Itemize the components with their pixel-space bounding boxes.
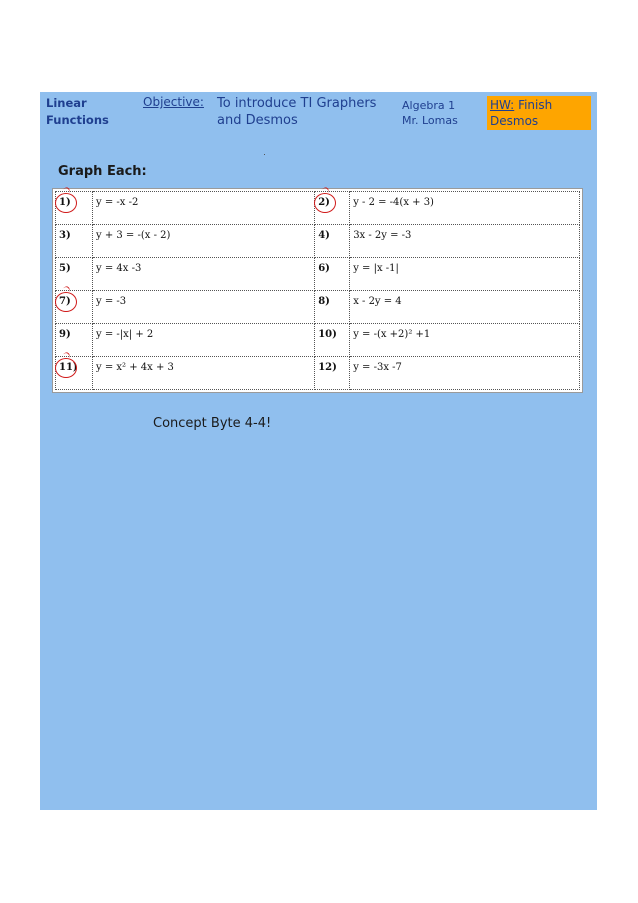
problem-equation bbox=[93, 225, 315, 258]
problem-equation bbox=[350, 357, 580, 390]
problem-number-text: 11) bbox=[59, 362, 78, 373]
problem-equation-text: y = -(x +2)² +1 bbox=[353, 329, 431, 340]
homework-text-2: Desmos bbox=[490, 114, 539, 128]
problem-equation bbox=[350, 258, 580, 291]
problem-equation bbox=[93, 357, 315, 390]
problem-equation-text: y - 2 = -4(x + 3) bbox=[353, 197, 434, 208]
problem-number-text: 6) bbox=[318, 263, 330, 274]
problem-number-text: 12) bbox=[318, 362, 337, 373]
problem-equation bbox=[350, 324, 580, 357]
problem-equation bbox=[93, 192, 315, 225]
topic-line-1: Linear bbox=[46, 96, 87, 110]
problem-number bbox=[315, 357, 350, 390]
red-circle-mark-icon bbox=[55, 358, 77, 378]
problem-equation bbox=[93, 258, 315, 291]
homework-box bbox=[487, 96, 591, 130]
teacher-name: Mr. Lomas bbox=[402, 114, 458, 127]
problem-number bbox=[315, 291, 350, 324]
problem-number-text: 4) bbox=[318, 230, 330, 241]
topic-title bbox=[46, 95, 109, 129]
problem-equation bbox=[93, 324, 315, 357]
topic-line-2: Functions bbox=[46, 113, 109, 127]
problem-number bbox=[56, 258, 93, 291]
problem-row bbox=[56, 192, 580, 225]
course-name: Algebra 1 bbox=[402, 99, 456, 112]
problem-number bbox=[315, 258, 350, 291]
homework-text-1: Finish bbox=[518, 98, 553, 112]
problem-number bbox=[315, 225, 350, 258]
concept-byte-note: Concept Byte 4-4! bbox=[153, 416, 272, 431]
problem-number-text: 1) bbox=[59, 197, 71, 208]
problem-equation-text: y = -3 bbox=[96, 296, 127, 307]
problem-equation-text: y + 3 = -(x - 2) bbox=[96, 230, 171, 241]
problem-number-text: 7) bbox=[59, 296, 71, 307]
problem-row bbox=[56, 258, 580, 291]
problem-equation-text: x - 2y = 4 bbox=[353, 296, 402, 307]
objective-line-2: and Desmos bbox=[217, 113, 298, 128]
problem-equation-text: y = 4x -3 bbox=[96, 263, 142, 274]
problem-number bbox=[56, 291, 93, 324]
problem-equation bbox=[93, 291, 315, 324]
problem-equation-text: y = -3x -7 bbox=[353, 362, 402, 373]
problem-equation-text: 3x - 2y = -3 bbox=[353, 230, 412, 241]
problem-row bbox=[56, 225, 580, 258]
problem-equation-text: y = x² + 4x + 3 bbox=[96, 362, 174, 373]
course-info bbox=[402, 98, 458, 128]
problem-equation-text: y = |x -1| bbox=[353, 263, 399, 274]
red-circle-mark-icon bbox=[55, 193, 77, 213]
problem-number bbox=[56, 192, 93, 225]
problem-number bbox=[315, 324, 350, 357]
problem-number-text: 2) bbox=[318, 197, 330, 208]
problem-equation-text: y = -x -2 bbox=[96, 197, 139, 208]
objective-text bbox=[217, 95, 387, 129]
problem-number bbox=[315, 192, 350, 225]
problem-number bbox=[56, 324, 93, 357]
problem-row bbox=[56, 357, 580, 390]
problem-equation bbox=[350, 225, 580, 258]
stray-dot bbox=[264, 154, 265, 155]
objective-label: Objective: bbox=[143, 95, 204, 109]
problems-table bbox=[55, 191, 580, 390]
problem-row bbox=[56, 291, 580, 324]
red-circle-mark-icon bbox=[314, 193, 336, 213]
problem-number-text: 5) bbox=[59, 263, 71, 274]
problem-number-text: 8) bbox=[318, 296, 330, 307]
problems-image bbox=[52, 188, 583, 393]
objective-line-1: To introduce TI Graphers bbox=[217, 96, 377, 111]
problem-number-text: 9) bbox=[59, 329, 71, 340]
worksheet-panel bbox=[40, 92, 597, 810]
graph-each-heading: Graph Each: bbox=[58, 164, 147, 179]
problem-number bbox=[56, 225, 93, 258]
problem-number-text: 3) bbox=[59, 230, 71, 241]
problem-number bbox=[56, 357, 93, 390]
problem-equation bbox=[350, 192, 580, 225]
problem-number-text: 10) bbox=[318, 329, 337, 340]
red-circle-mark-icon bbox=[55, 292, 77, 312]
problem-equation-text: y = -|x| + 2 bbox=[96, 329, 154, 340]
homework-label: HW: bbox=[490, 98, 515, 112]
problem-equation bbox=[350, 291, 580, 324]
problem-row bbox=[56, 324, 580, 357]
